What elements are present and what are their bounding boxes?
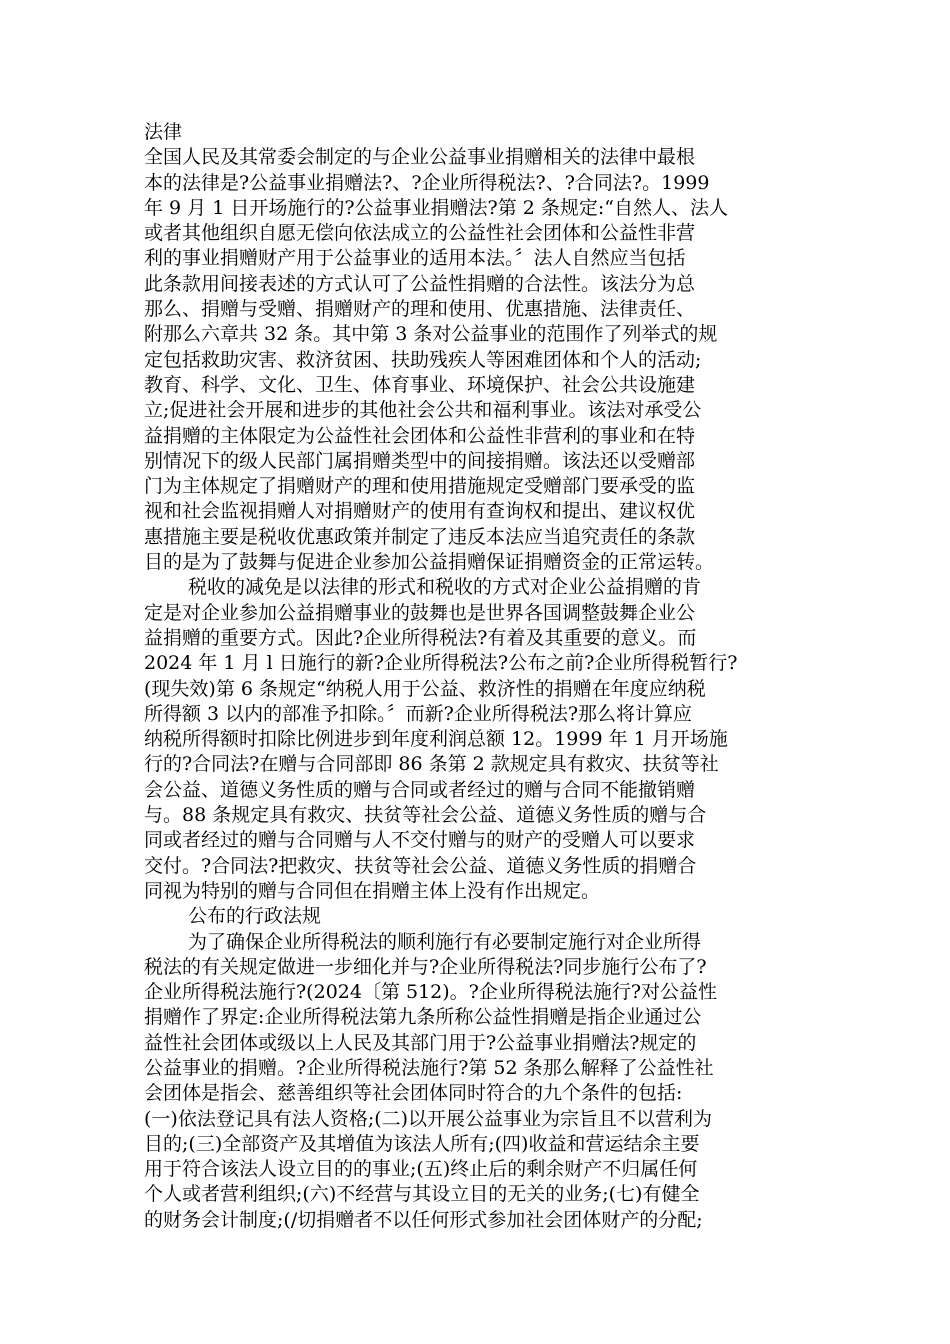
text-line: 那么、捐赠与受赠、捐赠财产的理和使用、优惠措施、法律责任、 (144, 298, 696, 321)
text-line: 交付。?合同法?把救灾、扶贫等社会公益、道德义务性质的捐赠合 (144, 854, 697, 877)
text-line: 税法的有关规定做进一步细化并与?企业所得税法?同步施行公布了? (144, 955, 707, 978)
text-line: 益捐赠的重要方式。因此?企业所得税法?有着及其重要的意义。而 (144, 626, 697, 649)
text-line: 同视为特别的赠与合同但在捐赠主体上没有作出规定。 (144, 879, 601, 902)
text-line: 捐赠作了界定:企业所得税法第九条所称公益性捐赠是指企业通过公 (144, 1006, 702, 1029)
text-line: 或者其他组织自愿无偿向依法成立的公益性社会团体和公益性非营 (144, 222, 696, 245)
text-line: 税收的减免是以法律的形式和税收的方式对企业公益捐赠的肯 (188, 576, 702, 599)
text-line: 公布的行政法规 (188, 905, 322, 928)
text-line: 别情况下的级人民部门属捐赠类型中的间接捐赠。该法还以受赠部 (144, 449, 696, 472)
text-line: 2024 年 1 月 l 日施行的新?企业所得税法?公布之前?企业所得税暂行? (144, 652, 738, 675)
text-line: 年 9 月 1 日开场施行的?公益事业捐赠法?第 2 条规定:“自然人、法人 (144, 196, 728, 219)
text-line: 为了确保企业所得税法的顺利施行有必要制定施行对企业所得 (188, 930, 702, 953)
text-line: (现失效)第 6 条规定“纳税人用于公益、救济性的捐赠在年度应纳税 (144, 677, 706, 700)
text-line: 所得额 3 以内的部准予扣除。〞而新?企业所得税法?那么将计算应 (144, 702, 693, 725)
text-line: 同或者经过的赠与合同赠与人不交付赠与的财产的受赠人可以要求 (144, 829, 696, 852)
text-line: 定包括救助灾害、救济贫困、扶助残疾人等困难团体和个人的活动; (144, 348, 702, 371)
text-line: 定是对企业参加公益捐赠事业的鼓舞也是世界各国调整鼓舞企业公 (144, 601, 696, 624)
text-line: 教育、科学、文化、卫生、体育事业、环境保护、社会公共设施建 (144, 373, 696, 396)
text-line: 本的法律是?公益事业捐赠法?、?企业所得税法?、?合同法?。1999 (144, 171, 710, 194)
text-line: 利的事业捐赠财产用于公益事业的适用本法。〞法人自然应当包括 (144, 247, 686, 270)
text-line: 目的是为了鼓舞与促进企业参加公益捐赠保证捐赠资金的正常运转。 (144, 551, 715, 574)
text-line: 用于符合该法人设立目的的事业;(五)终止后的剩余财产不归属任何 (144, 1158, 698, 1181)
text-line: 行的?合同法?在赠与合同部即 86 条第 2 款规定具有救灾、扶贫等社 (144, 753, 719, 776)
document-page (144, 120, 812, 1233)
text-line: 附那么六章共 32 条。其中第 3 条对公益事业的范围作了列举式的规 (144, 323, 718, 346)
text-line: 此条款用间接表述的方式认可了公益性捐赠的合法性。该法分为总 (144, 272, 696, 295)
text-line: 的财务会计制度;(/切捐赠者不以任何形式参加社会团体财产的分配; (144, 1208, 703, 1231)
text-line: 惠措施主要是税收优惠政策并制定了违反本法应当追究责任的条款 (144, 525, 696, 548)
text-line: 公益事业的捐赠。?企业所得税法施行?第 52 条那么解释了公益性社 (144, 1056, 714, 1079)
text-line: 益捐赠的主体限定为公益性社会团体和公益性非营利的事业和在特 (144, 424, 696, 447)
text-line: (一)依法登记具有法人资格;(二)以开展公益事业为宗旨且不以营利为 (144, 1107, 713, 1130)
text-line: 立;促进社会开展和进步的其他社会公共和福利事业。该法对承受公 (144, 399, 702, 422)
text-line: 视和社会监视捐赠人对捐赠财产的使用有查询权和提出、建议权优 (144, 500, 696, 523)
text-line: 个人或者营利组织;(六)不经营与其设立目的无关的业务;(七)有健全 (144, 1183, 700, 1206)
text-line: 门为主体规定了捐赠财产的理和使用措施规定受赠部门要承受的监 (144, 475, 696, 498)
text-line: 纳税所得额时扣除比例进步到年度利润总额 12。1999 年 1 月开场施 (144, 728, 728, 751)
section-heading: 法律 (144, 121, 183, 143)
text-line: 目的;(三)全部资产及其增值为该法人所有;(四)收益和营运结余主要 (144, 1132, 700, 1155)
text-line: 与。88 条规定具有救灾、扶贫等社会公益、道德义务性质的赠与合 (144, 804, 707, 827)
text-line: 全国人民及其常委会制定的与企业公益事业捐赠相关的法律中最根 (144, 146, 696, 169)
text-line: 益性社会团体或级以上人民及其部门用于?公益事业捐赠法?规定的 (144, 1031, 697, 1054)
text-line: 企业所得税法施行?(2024〔第 512)。?企业所得税法施行?对公益性 (144, 981, 718, 1004)
text-line: 会团体是指会、慈善组织等社会团体同时符合的九个条件的包括: (144, 1082, 683, 1105)
text-line: 会公益、道德义务性质的赠与合同或者经过的赠与合同不能撤销赠 (144, 778, 696, 801)
